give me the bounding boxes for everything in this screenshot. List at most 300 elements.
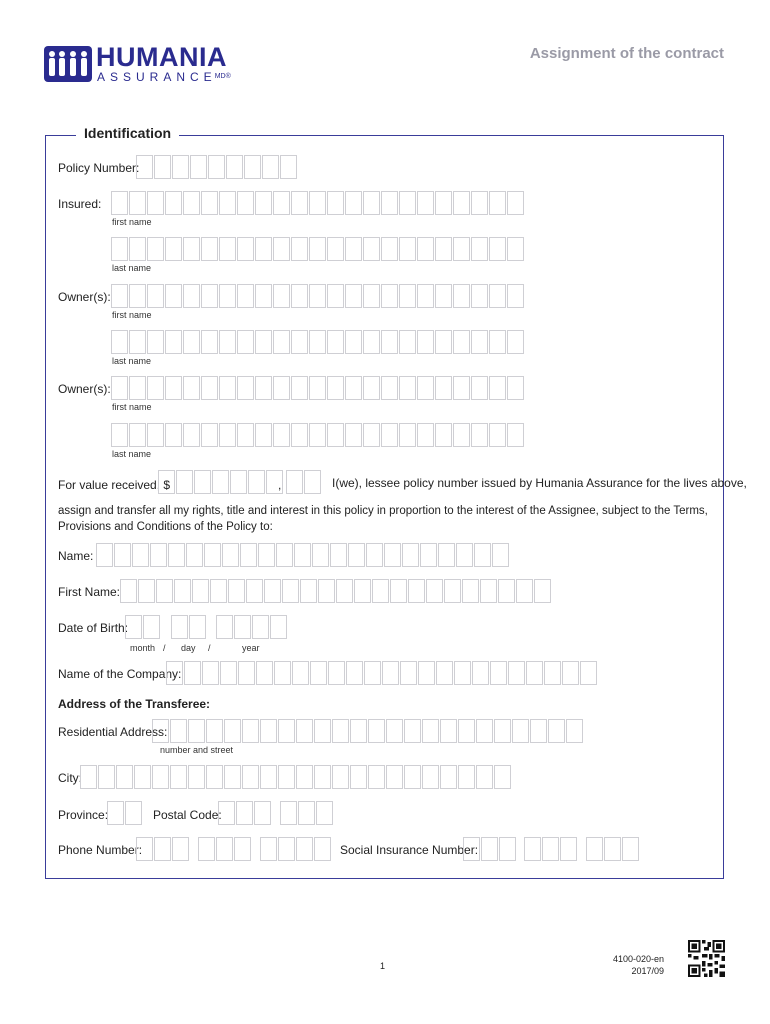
char-box[interactable] (417, 330, 434, 354)
char-box[interactable] (471, 330, 488, 354)
char-box[interactable] (154, 155, 171, 179)
char-box[interactable] (548, 719, 565, 743)
char-box[interactable] (348, 543, 365, 567)
char-box[interactable] (386, 719, 403, 743)
char-box[interactable] (456, 543, 473, 567)
char-box[interactable] (234, 615, 251, 639)
char-box[interactable] (237, 284, 254, 308)
char-box[interactable] (210, 579, 227, 603)
char-box[interactable] (291, 376, 308, 400)
char-box[interactable] (516, 579, 533, 603)
char-box[interactable] (168, 543, 185, 567)
char-box[interactable] (332, 765, 349, 789)
char-box[interactable] (544, 661, 561, 685)
char-box[interactable] (156, 579, 173, 603)
char-box[interactable] (381, 423, 398, 447)
char-box[interactable] (436, 661, 453, 685)
char-box[interactable] (440, 765, 457, 789)
char-box[interactable] (143, 615, 160, 639)
char-box[interactable] (309, 284, 326, 308)
char-box[interactable] (255, 284, 272, 308)
char-box[interactable] (381, 284, 398, 308)
char-box[interactable] (363, 330, 380, 354)
char-box[interactable] (560, 837, 577, 861)
char-box[interactable] (291, 191, 308, 215)
char-box[interactable] (194, 470, 211, 494)
char-box[interactable] (206, 765, 223, 789)
char-box[interactable] (273, 330, 290, 354)
char-box[interactable] (542, 837, 559, 861)
char-box[interactable] (184, 661, 201, 685)
char-box[interactable] (246, 579, 263, 603)
char-box[interactable] (332, 719, 349, 743)
char-box[interactable] (498, 579, 515, 603)
char-box[interactable] (400, 661, 417, 685)
char-box[interactable] (508, 661, 525, 685)
dob-year-field[interactable] (216, 615, 288, 639)
char-box[interactable] (219, 423, 236, 447)
char-box[interactable] (580, 661, 597, 685)
char-box[interactable] (368, 765, 385, 789)
char-box[interactable] (237, 191, 254, 215)
char-box[interactable] (298, 801, 315, 825)
sin-part-1-field[interactable] (463, 837, 517, 861)
char-box[interactable] (274, 661, 291, 685)
char-box[interactable] (507, 423, 524, 447)
char-box[interactable] (316, 801, 333, 825)
char-box[interactable] (462, 579, 479, 603)
char-box[interactable] (296, 837, 313, 861)
char-box[interactable] (494, 719, 511, 743)
char-box[interactable] (224, 765, 241, 789)
char-box[interactable] (381, 330, 398, 354)
char-box[interactable] (404, 765, 421, 789)
char-box[interactable] (237, 376, 254, 400)
policy-number-field[interactable] (136, 155, 298, 179)
char-box[interactable] (309, 376, 326, 400)
char-box[interactable] (219, 376, 236, 400)
char-box[interactable] (219, 330, 236, 354)
char-box[interactable] (252, 615, 269, 639)
char-box[interactable] (111, 423, 128, 447)
char-box[interactable] (188, 719, 205, 743)
char-box[interactable] (216, 615, 233, 639)
char-box[interactable] (255, 237, 272, 261)
char-box[interactable] (172, 837, 189, 861)
char-box[interactable] (165, 284, 182, 308)
char-box[interactable] (129, 423, 146, 447)
char-box[interactable] (381, 191, 398, 215)
char-box[interactable] (273, 376, 290, 400)
char-box[interactable] (260, 765, 277, 789)
char-box[interactable] (201, 376, 218, 400)
char-box[interactable] (512, 719, 529, 743)
value-cents-field[interactable] (286, 470, 322, 494)
char-box[interactable] (270, 615, 287, 639)
char-box[interactable] (363, 423, 380, 447)
province-field[interactable] (107, 801, 143, 825)
char-box[interactable] (273, 423, 290, 447)
char-box[interactable] (228, 579, 245, 603)
char-box[interactable] (350, 765, 367, 789)
char-box[interactable] (201, 284, 218, 308)
char-box[interactable] (345, 330, 362, 354)
char-box[interactable] (507, 330, 524, 354)
char-box[interactable] (202, 661, 219, 685)
char-box[interactable] (222, 543, 239, 567)
char-box[interactable] (183, 330, 200, 354)
char-box[interactable] (402, 543, 419, 567)
char-box[interactable] (399, 191, 416, 215)
char-box[interactable] (345, 237, 362, 261)
char-box[interactable] (363, 191, 380, 215)
char-box[interactable] (120, 579, 137, 603)
char-box[interactable] (604, 837, 621, 861)
char-box[interactable] (204, 543, 221, 567)
char-box[interactable] (256, 661, 273, 685)
char-box[interactable] (220, 661, 237, 685)
char-box[interactable] (453, 376, 470, 400)
char-box[interactable] (363, 376, 380, 400)
char-box[interactable] (417, 423, 434, 447)
char-box[interactable] (129, 284, 146, 308)
char-box[interactable] (328, 661, 345, 685)
char-box[interactable] (474, 543, 491, 567)
char-box[interactable] (170, 719, 187, 743)
first-name-field[interactable] (120, 579, 552, 603)
char-box[interactable] (489, 423, 506, 447)
sin-part-3-field[interactable] (586, 837, 640, 861)
char-box[interactable] (399, 330, 416, 354)
char-box[interactable] (507, 191, 524, 215)
char-box[interactable] (237, 423, 254, 447)
char-box[interactable] (186, 543, 203, 567)
char-box[interactable] (282, 579, 299, 603)
char-box[interactable] (258, 543, 275, 567)
postal-code-part-2-field[interactable] (280, 801, 334, 825)
char-box[interactable] (240, 543, 257, 567)
postal-code-part-1-field[interactable] (218, 801, 272, 825)
char-box[interactable] (327, 376, 344, 400)
char-box[interactable] (453, 423, 470, 447)
char-box[interactable] (304, 470, 321, 494)
char-box[interactable] (129, 237, 146, 261)
char-box[interactable] (198, 837, 215, 861)
char-box[interactable] (310, 661, 327, 685)
char-box[interactable] (165, 237, 182, 261)
char-box[interactable] (154, 837, 171, 861)
char-box[interactable] (622, 837, 639, 861)
char-box[interactable] (171, 615, 188, 639)
char-box[interactable] (314, 719, 331, 743)
char-box[interactable] (201, 191, 218, 215)
char-box[interactable] (458, 719, 475, 743)
dob-month-field[interactable] (125, 615, 161, 639)
char-box[interactable] (278, 765, 295, 789)
char-box[interactable] (292, 661, 309, 685)
char-box[interactable] (454, 661, 471, 685)
char-box[interactable] (471, 376, 488, 400)
value-dollars-field[interactable] (158, 470, 284, 494)
char-box[interactable] (238, 661, 255, 685)
char-box[interactable] (350, 719, 367, 743)
char-box[interactable] (255, 423, 272, 447)
char-box[interactable] (420, 543, 437, 567)
char-box[interactable] (129, 330, 146, 354)
char-box[interactable] (524, 837, 541, 861)
char-box[interactable] (471, 423, 488, 447)
dob-day-field[interactable] (171, 615, 207, 639)
char-box[interactable] (494, 765, 511, 789)
char-box[interactable] (435, 423, 452, 447)
char-box[interactable] (345, 423, 362, 447)
char-box[interactable] (471, 191, 488, 215)
char-box[interactable] (390, 579, 407, 603)
char-box[interactable] (354, 579, 371, 603)
char-box[interactable] (147, 191, 164, 215)
char-box[interactable] (426, 579, 443, 603)
char-box[interactable] (453, 330, 470, 354)
insured-first-name-field[interactable] (111, 191, 525, 215)
char-box[interactable] (327, 284, 344, 308)
char-box[interactable] (114, 543, 131, 567)
char-box[interactable] (201, 330, 218, 354)
char-box[interactable] (309, 191, 326, 215)
char-box[interactable] (170, 765, 187, 789)
char-box[interactable] (165, 423, 182, 447)
char-box[interactable] (472, 661, 489, 685)
char-box[interactable] (480, 579, 497, 603)
char-box[interactable] (490, 661, 507, 685)
char-box[interactable] (492, 543, 509, 567)
char-box[interactable] (208, 155, 225, 179)
char-box[interactable] (150, 543, 167, 567)
char-box[interactable] (312, 543, 329, 567)
char-box[interactable] (125, 801, 142, 825)
char-box[interactable] (291, 330, 308, 354)
char-box[interactable] (286, 470, 303, 494)
char-box[interactable] (453, 237, 470, 261)
char-box[interactable] (80, 765, 97, 789)
char-box[interactable] (314, 837, 331, 861)
char-box[interactable] (176, 470, 193, 494)
char-box[interactable] (408, 579, 425, 603)
char-box[interactable] (507, 284, 524, 308)
char-box[interactable] (435, 284, 452, 308)
char-box[interactable] (219, 284, 236, 308)
char-box[interactable] (219, 237, 236, 261)
char-box[interactable] (309, 237, 326, 261)
char-box[interactable] (107, 801, 124, 825)
char-box[interactable] (129, 191, 146, 215)
char-box[interactable] (183, 376, 200, 400)
char-box[interactable] (422, 719, 439, 743)
char-box[interactable] (166, 661, 183, 685)
char-box[interactable] (98, 765, 115, 789)
char-box[interactable] (111, 284, 128, 308)
char-box[interactable] (526, 661, 543, 685)
char-box[interactable] (165, 330, 182, 354)
char-box[interactable] (327, 423, 344, 447)
char-box[interactable] (386, 765, 403, 789)
char-box[interactable] (346, 661, 363, 685)
char-box[interactable] (216, 837, 233, 861)
char-box[interactable] (444, 579, 461, 603)
char-box[interactable] (174, 579, 191, 603)
char-box[interactable] (111, 191, 128, 215)
char-box[interactable] (417, 376, 434, 400)
char-box[interactable] (345, 284, 362, 308)
char-box[interactable] (489, 191, 506, 215)
char-box[interactable] (234, 837, 251, 861)
char-box[interactable] (201, 237, 218, 261)
char-box[interactable] (291, 284, 308, 308)
char-box[interactable] (363, 237, 380, 261)
char-box[interactable] (172, 155, 189, 179)
char-box[interactable] (440, 719, 457, 743)
char-box[interactable] (254, 801, 271, 825)
char-box[interactable] (125, 615, 142, 639)
char-box[interactable] (248, 470, 265, 494)
char-box[interactable] (255, 330, 272, 354)
char-box[interactable] (309, 423, 326, 447)
char-box[interactable] (237, 330, 254, 354)
char-box[interactable] (296, 765, 313, 789)
char-box[interactable] (417, 191, 434, 215)
char-box[interactable] (136, 837, 153, 861)
char-box[interactable] (255, 376, 272, 400)
char-box[interactable] (300, 579, 317, 603)
char-box[interactable] (218, 801, 235, 825)
char-box[interactable] (364, 661, 381, 685)
char-box[interactable] (435, 330, 452, 354)
char-box[interactable] (206, 719, 223, 743)
char-box[interactable] (219, 191, 236, 215)
char-box[interactable] (489, 284, 506, 308)
char-box[interactable] (318, 579, 335, 603)
char-box[interactable] (384, 543, 401, 567)
char-box[interactable] (111, 237, 128, 261)
char-box[interactable] (192, 579, 209, 603)
char-box[interactable] (366, 543, 383, 567)
char-box[interactable] (230, 470, 247, 494)
char-box[interactable] (273, 284, 290, 308)
char-box[interactable] (404, 719, 421, 743)
char-box[interactable] (264, 579, 281, 603)
char-box[interactable] (381, 376, 398, 400)
char-box[interactable] (453, 191, 470, 215)
char-box[interactable] (280, 155, 297, 179)
char-box[interactable] (136, 155, 153, 179)
char-box[interactable] (399, 423, 416, 447)
char-box[interactable] (260, 837, 277, 861)
char-box[interactable] (336, 579, 353, 603)
char-box[interactable] (363, 284, 380, 308)
char-box[interactable] (453, 284, 470, 308)
char-box[interactable] (435, 376, 452, 400)
char-box[interactable] (158, 470, 175, 494)
char-box[interactable] (183, 237, 200, 261)
char-box[interactable] (345, 376, 362, 400)
char-box[interactable] (138, 579, 155, 603)
char-box[interactable] (586, 837, 603, 861)
char-box[interactable] (242, 719, 259, 743)
char-box[interactable] (530, 719, 547, 743)
char-box[interactable] (152, 765, 169, 789)
char-box[interactable] (372, 579, 389, 603)
char-box[interactable] (129, 376, 146, 400)
char-box[interactable] (314, 765, 331, 789)
char-box[interactable] (201, 423, 218, 447)
char-box[interactable] (418, 661, 435, 685)
char-box[interactable] (212, 470, 229, 494)
char-box[interactable] (147, 237, 164, 261)
owner-1-last-name-field[interactable] (111, 330, 525, 354)
char-box[interactable] (327, 191, 344, 215)
char-box[interactable] (458, 765, 475, 789)
char-box[interactable] (489, 330, 506, 354)
char-box[interactable] (226, 155, 243, 179)
char-box[interactable] (183, 191, 200, 215)
char-box[interactable] (291, 423, 308, 447)
name-field[interactable] (96, 543, 510, 567)
char-box[interactable] (244, 155, 261, 179)
char-box[interactable] (96, 543, 113, 567)
phone-area-code-field[interactable] (136, 837, 190, 861)
char-box[interactable] (534, 579, 551, 603)
char-box[interactable] (507, 376, 524, 400)
char-box[interactable] (152, 719, 169, 743)
char-box[interactable] (260, 719, 277, 743)
char-box[interactable] (111, 330, 128, 354)
char-box[interactable] (147, 376, 164, 400)
char-box[interactable] (417, 284, 434, 308)
char-box[interactable] (476, 719, 493, 743)
company-field[interactable] (166, 661, 598, 685)
char-box[interactable] (273, 191, 290, 215)
char-box[interactable] (188, 765, 205, 789)
char-box[interactable] (399, 237, 416, 261)
char-box[interactable] (278, 719, 295, 743)
char-box[interactable] (368, 719, 385, 743)
char-box[interactable] (278, 837, 295, 861)
char-box[interactable] (262, 155, 279, 179)
char-box[interactable] (471, 284, 488, 308)
char-box[interactable] (381, 237, 398, 261)
char-box[interactable] (294, 543, 311, 567)
char-box[interactable] (327, 237, 344, 261)
owner-2-first-name-field[interactable] (111, 376, 525, 400)
char-box[interactable] (476, 765, 493, 789)
char-box[interactable] (507, 237, 524, 261)
phone-line-field[interactable] (260, 837, 332, 861)
char-box[interactable] (438, 543, 455, 567)
char-box[interactable] (183, 423, 200, 447)
char-box[interactable] (134, 765, 151, 789)
char-box[interactable] (132, 543, 149, 567)
char-box[interactable] (280, 801, 297, 825)
char-box[interactable] (224, 719, 241, 743)
char-box[interactable] (382, 661, 399, 685)
char-box[interactable] (273, 237, 290, 261)
char-box[interactable] (489, 376, 506, 400)
insured-last-name-field[interactable] (111, 237, 525, 261)
phone-prefix-field[interactable] (198, 837, 252, 861)
char-box[interactable] (566, 719, 583, 743)
char-box[interactable] (165, 376, 182, 400)
char-box[interactable] (489, 237, 506, 261)
char-box[interactable] (327, 330, 344, 354)
